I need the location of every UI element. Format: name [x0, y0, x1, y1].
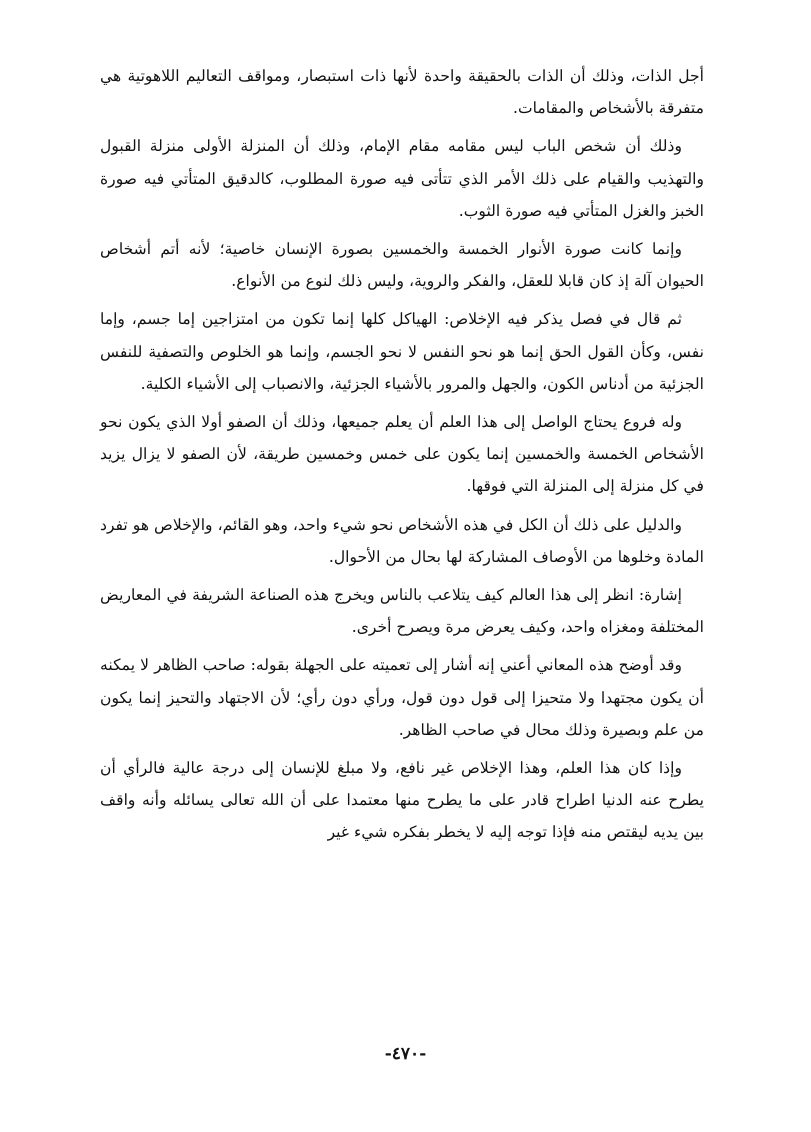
page-body [100, 60, 704, 1060]
paragraph-4: ثم قال في فصل يذكر فيه الإخلاص: الهياكل كلها إنما تكون من امتزاجين إما جسم، وإما نفس، وكأن القول الحق إنما هو نحو النفس لا نحو الجسم، وإنما هو الخلوص والتصفية للنفس الجزئية من أدناس الكون، والجهل والمرور بالأشياء الجزئية، والانصباب إلى الأشياء الكلية. [100, 310, 704, 393]
paragraph-1: أجل الذات، وذلك أن الذات بالحقيقة واحدة لأنها ذات استبصار، ومواقف التعاليم اللاهوتية هي متفرقة بالأشخاص والمقامات. [100, 67, 704, 118]
paragraph-7: إشارة: انظر إلى هذا العالم كيف يتلاعب بالناس ويخرج هذه الصناعة الشريفة في المعاريض المختلفة ومغزاه واحد، وكيف يعرض مرة ويصرح أخرى. [100, 586, 704, 637]
paragraph-3: وإنما كانت صورة الأنوار الخمسة والخمسين بصورة الإنسان خاصية؛ لأنه أتم أشخاص الحيوان آلة إذ كان قابلا للعقل، والفكر والروية، وليس ذلك لنوع من الأنواع. [100, 240, 704, 291]
paragraph-6: والدليل على ذلك أن الكل في هذه الأشخاص نحو شيء واحد، وهو القائم، والإخلاص هو تفرد المادة وخلوها من الأوصاف المشاركة لها بحال من الأحوال. [100, 515, 704, 566]
paragraph-5: وله فروع يحتاج الواصل إلى هذا العلم أن يعلم جميعها، وذلك أن الصفو أولا الذي يكون نحو الأشخاص الخمسة والخمسين إنما يكون على خمس وخمسين طريقة، لأن الصفو لا يزال يزيد في كل منزلة إلى المنزلة التي فوقها. [100, 413, 704, 496]
paragraph-9: وإذا كان هذا العلم، وهذا الإخلاص غير نافع، ولا مبلغ للإنسان إلى درجة عالية فالرأي أن يطرح عنه الدنيا اطراح قادر على ما يطرح منها معتمدا على أن الله تعالى يسائله وأنه واقف بين يديه ليقتص منه فإذا توجه إليه لا يخطر بفكره شيء غير [100, 759, 704, 842]
page-number: -٤٧٠- [384, 1044, 427, 1064]
paragraph-8: وقد أوضح هذه المعاني أعني إنه أشار إلى تعميته على الجهلة بقوله: صاحب الظاهر لا يمكنه أن يكون مجتهدا ولا متحيزا إلى قول دون قول، ورأي دون رأي؛ لأن الاجتهاد والتحيز إنما يكون من علم وبصيرة وذلك محال في صاحب الظاهر. [100, 656, 704, 739]
paragraph-2: وذلك أن شخص الباب ليس مقامه مقام الإمام، وذلك أن المنزلة الأولى منزلة القبول والتهذيب والقيام على ذلك الأمر الذي تتأتى فيه صورة المطلوب، كالدقيق المتأتي فيه صورة الخبز والغزل المتأتي فيه صورة الثوب. [100, 137, 704, 220]
